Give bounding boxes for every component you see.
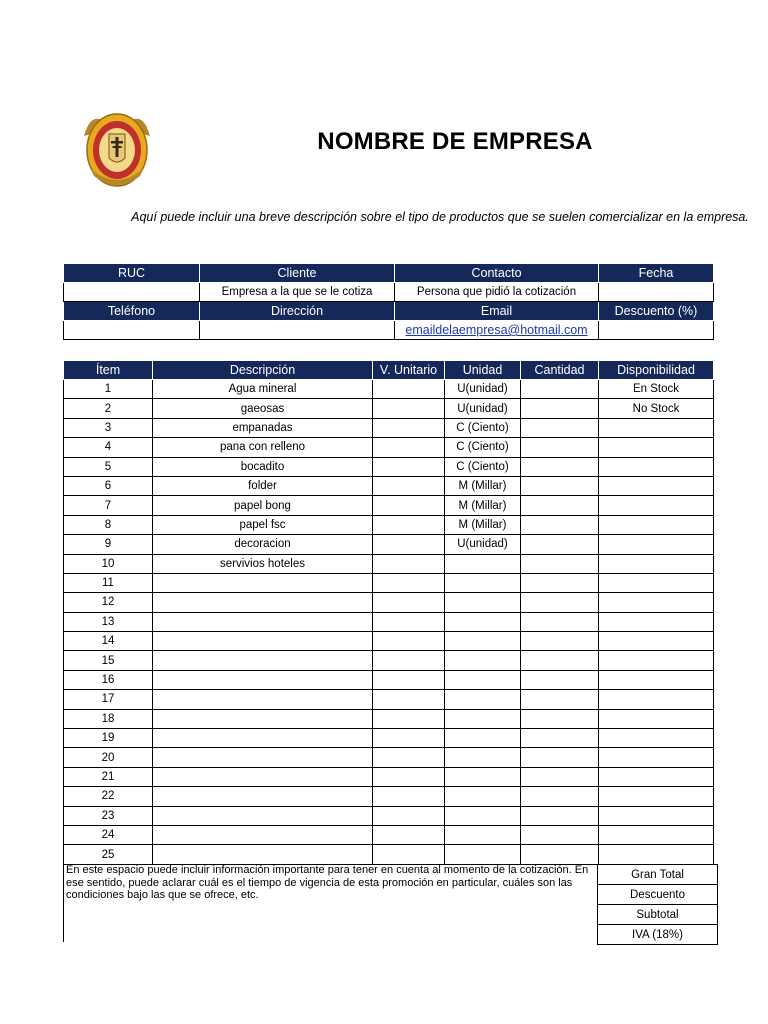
cantidad-cell[interactable] bbox=[521, 709, 599, 728]
telefono-value[interactable] bbox=[64, 321, 200, 340]
contacto-value[interactable]: Persona que pidió la cotización bbox=[395, 283, 599, 302]
v-unitario-cell[interactable] bbox=[373, 438, 445, 457]
table-row bbox=[64, 806, 714, 825]
cantidad-cell[interactable] bbox=[521, 767, 599, 786]
descripcion-cell[interactable]: bocadito bbox=[153, 457, 373, 476]
info-value-row-2 bbox=[64, 321, 714, 340]
unidad-cell[interactable] bbox=[445, 748, 521, 767]
totals-table bbox=[597, 864, 718, 945]
disponibilidad-cell[interactable] bbox=[599, 632, 714, 651]
item-number-cell[interactable]: 24 bbox=[64, 825, 153, 844]
disponibilidad-cell[interactable]: En Stock bbox=[599, 380, 714, 399]
descuento-label: Descuento bbox=[598, 885, 718, 905]
item-number-cell[interactable]: 10 bbox=[64, 554, 153, 573]
gran-total-label: Gran Total bbox=[598, 865, 718, 885]
table-row bbox=[64, 438, 714, 457]
table-row bbox=[64, 496, 714, 515]
disponibilidad-cell[interactable] bbox=[599, 787, 714, 806]
items-table bbox=[63, 360, 714, 865]
item-number-cell[interactable]: 20 bbox=[64, 748, 153, 767]
cantidad-cell[interactable] bbox=[521, 573, 599, 592]
table-row bbox=[64, 418, 714, 437]
company-description: Aquí puede incluir una breve descripción sobre el tipo de productos que se suelen comercializar en la empresa. bbox=[131, 210, 749, 224]
descripcion-cell[interactable] bbox=[153, 612, 373, 631]
cantidad-cell[interactable] bbox=[521, 787, 599, 806]
descripcion-cell[interactable]: Agua mineral bbox=[153, 380, 373, 399]
item-number-cell[interactable]: 12 bbox=[64, 593, 153, 612]
unidad-cell[interactable] bbox=[445, 593, 521, 612]
descuento-header: Descuento (%) bbox=[599, 302, 714, 321]
item-number-cell[interactable]: 13 bbox=[64, 612, 153, 631]
disponibilidad-cell[interactable] bbox=[599, 554, 714, 573]
v-unitario-cell[interactable] bbox=[373, 554, 445, 573]
descripcion-cell[interactable] bbox=[153, 670, 373, 689]
cantidad-cell[interactable] bbox=[521, 729, 599, 748]
unidad-cell[interactable] bbox=[445, 651, 521, 670]
v-unitario-cell[interactable] bbox=[373, 825, 445, 844]
disponibilidad-cell[interactable] bbox=[599, 612, 714, 631]
disponibilidad-cell[interactable] bbox=[599, 573, 714, 592]
v-unitario-cell[interactable] bbox=[373, 787, 445, 806]
unidad-cell[interactable] bbox=[445, 632, 521, 651]
client-info-table bbox=[63, 263, 714, 340]
v-unitario-cell[interactable] bbox=[373, 399, 445, 418]
item-number-cell[interactable]: 19 bbox=[64, 729, 153, 748]
descripcion-cell[interactable] bbox=[153, 748, 373, 767]
unidad-cell[interactable] bbox=[445, 787, 521, 806]
item-number-cell[interactable]: 3 bbox=[64, 418, 153, 437]
v-unitario-cell[interactable] bbox=[373, 612, 445, 631]
disponibilidad-cell[interactable] bbox=[599, 457, 714, 476]
info-header-row-2 bbox=[64, 302, 714, 321]
item-number-cell[interactable]: 5 bbox=[64, 457, 153, 476]
item-number-cell[interactable]: 18 bbox=[64, 709, 153, 728]
descripcion-cell[interactable] bbox=[153, 767, 373, 786]
descripcion-header: Descripción bbox=[153, 361, 373, 380]
fecha-value[interactable] bbox=[599, 283, 714, 302]
item-number-cell[interactable]: 1 bbox=[64, 380, 153, 399]
table-row bbox=[64, 573, 714, 592]
unidad-cell[interactable] bbox=[445, 767, 521, 786]
cantidad-cell[interactable] bbox=[521, 670, 599, 689]
items-header-row bbox=[64, 361, 714, 380]
v-unitario-cell[interactable] bbox=[373, 767, 445, 786]
item-number-cell[interactable]: 6 bbox=[64, 476, 153, 495]
email-link[interactable]: emaildelaempresa@hotmail.com bbox=[405, 323, 588, 337]
subtotal-label: Subtotal bbox=[598, 905, 718, 925]
cantidad-cell[interactable] bbox=[521, 806, 599, 825]
v-unitario-cell[interactable] bbox=[373, 845, 445, 864]
unidad-cell[interactable]: C (Ciento) bbox=[445, 418, 521, 437]
item-number-cell[interactable]: 7 bbox=[64, 496, 153, 515]
descripcion-cell[interactable]: pana con relleno bbox=[153, 438, 373, 457]
v-unitario-cell[interactable] bbox=[373, 632, 445, 651]
descripcion-cell[interactable] bbox=[153, 593, 373, 612]
table-row bbox=[64, 748, 714, 767]
item-number-cell[interactable]: 14 bbox=[64, 632, 153, 651]
cantidad-cell[interactable] bbox=[521, 651, 599, 670]
cantidad-cell[interactable] bbox=[521, 554, 599, 573]
cantidad-cell[interactable] bbox=[521, 632, 599, 651]
table-row bbox=[64, 767, 714, 786]
v-unitario-cell[interactable] bbox=[373, 651, 445, 670]
cantidad-header: Cantidad bbox=[521, 361, 599, 380]
unidad-cell[interactable]: M (Millar) bbox=[445, 496, 521, 515]
cantidad-cell[interactable] bbox=[521, 438, 599, 457]
table-row bbox=[64, 787, 714, 806]
cantidad-cell[interactable] bbox=[521, 418, 599, 437]
v-unitario-cell[interactable] bbox=[373, 457, 445, 476]
totals-row bbox=[598, 865, 718, 885]
unidad-cell[interactable] bbox=[445, 845, 521, 864]
item-number-cell[interactable]: 9 bbox=[64, 535, 153, 554]
direccion-header: Dirección bbox=[200, 302, 395, 321]
cantidad-cell[interactable] bbox=[521, 457, 599, 476]
cantidad-cell[interactable] bbox=[521, 515, 599, 534]
disponibilidad-cell[interactable] bbox=[599, 515, 714, 534]
disponibilidad-cell[interactable] bbox=[599, 845, 714, 864]
unidad-header: Unidad bbox=[445, 361, 521, 380]
item-number-cell[interactable]: 21 bbox=[64, 767, 153, 786]
disponibilidad-cell[interactable] bbox=[599, 535, 714, 554]
table-row bbox=[64, 380, 714, 399]
unidad-cell[interactable] bbox=[445, 825, 521, 844]
unidad-cell[interactable] bbox=[445, 709, 521, 728]
descripcion-cell[interactable] bbox=[153, 709, 373, 728]
cantidad-cell[interactable] bbox=[521, 399, 599, 418]
v-unitario-cell[interactable] bbox=[373, 670, 445, 689]
descripcion-cell[interactable] bbox=[153, 632, 373, 651]
unidad-cell[interactable]: U(unidad) bbox=[445, 380, 521, 399]
descripcion-cell[interactable]: folder bbox=[153, 476, 373, 495]
disponibilidad-cell[interactable] bbox=[599, 651, 714, 670]
unidad-cell[interactable] bbox=[445, 573, 521, 592]
v-unitario-cell[interactable] bbox=[373, 573, 445, 592]
unidad-cell[interactable]: U(unidad) bbox=[445, 399, 521, 418]
items-body bbox=[64, 361, 714, 865]
company-title: NOMBRE DE EMPRESA bbox=[317, 128, 593, 155]
table-row bbox=[64, 554, 714, 573]
v-unitario-cell[interactable] bbox=[373, 729, 445, 748]
table-row bbox=[64, 825, 714, 844]
contacto-header: Contacto bbox=[395, 264, 599, 283]
unidad-cell[interactable] bbox=[445, 729, 521, 748]
descripcion-cell[interactable]: servivios hoteles bbox=[153, 554, 373, 573]
disponibilidad-cell[interactable] bbox=[599, 748, 714, 767]
item-number-cell[interactable]: 22 bbox=[64, 787, 153, 806]
unidad-cell[interactable]: U(unidad) bbox=[445, 535, 521, 554]
descripcion-cell[interactable] bbox=[153, 825, 373, 844]
unidad-cell[interactable] bbox=[445, 670, 521, 689]
v-unitario-cell[interactable] bbox=[373, 476, 445, 495]
unidad-cell[interactable] bbox=[445, 690, 521, 709]
unidad-cell[interactable]: C (Ciento) bbox=[445, 457, 521, 476]
item-number-cell[interactable]: 25 bbox=[64, 845, 153, 864]
disponibilidad-cell[interactable] bbox=[599, 476, 714, 495]
descripcion-cell[interactable]: gaeosas bbox=[153, 399, 373, 418]
cantidad-cell[interactable] bbox=[521, 476, 599, 495]
disponibilidad-cell[interactable] bbox=[599, 496, 714, 515]
v-unitario-cell[interactable] bbox=[373, 748, 445, 767]
descripcion-cell[interactable] bbox=[153, 787, 373, 806]
item-number-cell[interactable]: 23 bbox=[64, 806, 153, 825]
disponibilidad-cell[interactable] bbox=[599, 670, 714, 689]
disponibilidad-cell[interactable]: No Stock bbox=[599, 399, 714, 418]
item-number-cell[interactable]: 8 bbox=[64, 515, 153, 534]
table-row bbox=[64, 670, 714, 689]
table-row bbox=[64, 476, 714, 495]
table-row bbox=[64, 612, 714, 631]
table-row bbox=[64, 632, 714, 651]
telefono-header: Teléfono bbox=[64, 302, 200, 321]
table-row bbox=[64, 729, 714, 748]
unidad-cell[interactable] bbox=[445, 612, 521, 631]
disponibilidad-cell[interactable] bbox=[599, 438, 714, 457]
fecha-header: Fecha bbox=[599, 264, 714, 283]
cantidad-cell[interactable] bbox=[521, 690, 599, 709]
direccion-value[interactable] bbox=[200, 321, 395, 340]
cantidad-cell[interactable] bbox=[521, 825, 599, 844]
disponibilidad-cell[interactable] bbox=[599, 593, 714, 612]
ruc-value[interactable] bbox=[64, 283, 200, 302]
iva-label: IVA (18%) bbox=[598, 925, 718, 945]
table-row bbox=[64, 709, 714, 728]
info-header-row-1 bbox=[64, 264, 714, 283]
cantidad-cell[interactable] bbox=[521, 496, 599, 515]
v-unitario-cell[interactable] bbox=[373, 593, 445, 612]
descripcion-cell[interactable] bbox=[153, 729, 373, 748]
table-row bbox=[64, 515, 714, 534]
cantidad-cell[interactable] bbox=[521, 593, 599, 612]
disponibilidad-cell[interactable] bbox=[599, 709, 714, 728]
v-unitario-cell[interactable] bbox=[373, 535, 445, 554]
notes-text: En este espacio puede incluir información importante para tener en cuenta al momento de la cotización. En ese sentido, puede aclarar cuál es el tiempo de vigencia de esta promoción en particular, cuáles son las condiciones bajo las que se ofrece, etc. bbox=[63, 864, 591, 942]
disponibilidad-cell[interactable] bbox=[599, 729, 714, 748]
disponibilidad-cell[interactable] bbox=[599, 767, 714, 786]
item-number-cell[interactable]: 16 bbox=[64, 670, 153, 689]
table-row bbox=[64, 651, 714, 670]
v-unitario-cell[interactable] bbox=[373, 690, 445, 709]
disponibilidad-header: Disponibilidad bbox=[599, 361, 714, 380]
descripcion-cell[interactable]: empanadas bbox=[153, 418, 373, 437]
cantidad-cell[interactable] bbox=[521, 535, 599, 554]
cantidad-cell[interactable] bbox=[521, 380, 599, 399]
email-value[interactable] bbox=[395, 321, 599, 340]
item-number-cell[interactable]: 2 bbox=[64, 399, 153, 418]
totals-row bbox=[598, 885, 718, 905]
v-unitario-cell[interactable] bbox=[373, 515, 445, 534]
table-row bbox=[64, 593, 714, 612]
unidad-cell[interactable]: M (Millar) bbox=[445, 515, 521, 534]
table-row bbox=[64, 399, 714, 418]
cliente-header: Cliente bbox=[200, 264, 395, 283]
unidad-cell[interactable]: C (Ciento) bbox=[445, 438, 521, 457]
disponibilidad-cell[interactable] bbox=[599, 806, 714, 825]
cantidad-cell[interactable] bbox=[521, 845, 599, 864]
item-number-cell[interactable]: 4 bbox=[64, 438, 153, 457]
table-row bbox=[64, 457, 714, 476]
disponibilidad-cell[interactable] bbox=[599, 690, 714, 709]
table-row bbox=[64, 690, 714, 709]
v-unitario-header: V. Unitario bbox=[373, 361, 445, 380]
unidad-cell[interactable] bbox=[445, 806, 521, 825]
cantidad-cell[interactable] bbox=[521, 748, 599, 767]
v-unitario-cell[interactable] bbox=[373, 380, 445, 399]
table-row bbox=[64, 845, 714, 864]
info-value-row-1 bbox=[64, 283, 714, 302]
item-number-cell[interactable]: 11 bbox=[64, 573, 153, 592]
totals-row bbox=[598, 925, 718, 945]
cantidad-cell[interactable] bbox=[521, 612, 599, 631]
v-unitario-cell[interactable] bbox=[373, 806, 445, 825]
item-number-cell[interactable]: 15 bbox=[64, 651, 153, 670]
unidad-cell[interactable]: M (Millar) bbox=[445, 476, 521, 495]
cliente-value[interactable]: Empresa a la que se le cotiza bbox=[200, 283, 395, 302]
v-unitario-cell[interactable] bbox=[373, 496, 445, 515]
disponibilidad-cell[interactable] bbox=[599, 825, 714, 844]
item-number-cell[interactable]: 17 bbox=[64, 690, 153, 709]
v-unitario-cell[interactable] bbox=[373, 709, 445, 728]
totals-row bbox=[598, 905, 718, 925]
descripcion-cell[interactable] bbox=[153, 690, 373, 709]
table-row bbox=[64, 535, 714, 554]
descripcion-cell[interactable] bbox=[153, 573, 373, 592]
ruc-header: RUC bbox=[64, 264, 200, 283]
unidad-cell[interactable] bbox=[445, 554, 521, 573]
descripcion-cell[interactable] bbox=[153, 651, 373, 670]
disponibilidad-cell[interactable] bbox=[599, 418, 714, 437]
descuento-value[interactable] bbox=[599, 321, 714, 340]
item-header: Ítem bbox=[64, 361, 153, 380]
descripcion-cell[interactable]: decoracion bbox=[153, 535, 373, 554]
descripcion-cell[interactable]: papel fsc bbox=[153, 515, 373, 534]
descripcion-cell[interactable] bbox=[153, 806, 373, 825]
descripcion-cell[interactable]: papel bong bbox=[153, 496, 373, 515]
email-header: Email bbox=[395, 302, 599, 321]
v-unitario-cell[interactable] bbox=[373, 418, 445, 437]
descripcion-cell[interactable] bbox=[153, 845, 373, 864]
